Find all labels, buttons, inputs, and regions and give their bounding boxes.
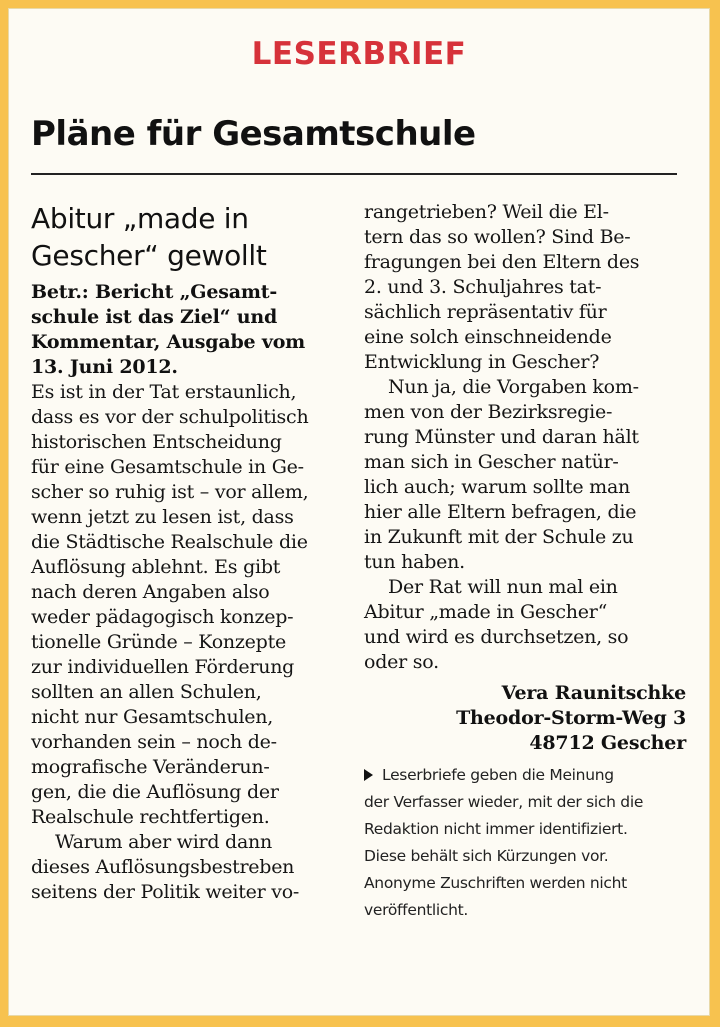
- reference-line: Kommentar, Ausgabe vom: [31, 331, 306, 353]
- text-line: mografische Veränderun-: [31, 756, 270, 778]
- text-line: oder so.: [364, 651, 439, 673]
- text-line: die Städtische Realschule die: [31, 531, 308, 553]
- text-line: sollten an allen Schulen,: [31, 681, 262, 703]
- headline-divider: [31, 173, 677, 175]
- text-line: Es ist in der Tat erstaunlich,: [31, 381, 297, 403]
- text-line: nach deren Angaben also: [31, 581, 270, 603]
- author-name: Vera Raunitschke: [501, 682, 686, 704]
- disclaimer-line: Diese behält sich Kürzungen vor.: [364, 847, 609, 865]
- subheadline-line: Gescher“ gewollt: [31, 239, 267, 272]
- article-headline: Pläne für Gesamtschule: [31, 114, 476, 154]
- disclaimer-line: Anonyme Zuschriften werden nicht: [364, 874, 627, 892]
- text-line: historischen Entscheidung: [31, 431, 282, 453]
- author-street: Theodor-Storm-Weg 3: [456, 707, 686, 729]
- author-city: 48712 Gescher: [529, 732, 686, 754]
- reference-line: schule ist das Ziel“ und: [31, 306, 278, 328]
- article-subheadline: [31, 200, 349, 274]
- disclaimer-line: der Verfasser wieder, mit der sich die: [364, 793, 644, 811]
- text-line: hier alle Eltern befragen, die: [364, 501, 637, 523]
- text-line: eine solch einschneidende: [364, 326, 612, 348]
- disclaimer-text: Leserbriefe geben die Meinung: [382, 766, 614, 784]
- text-line: man sich in Gescher natür-: [364, 451, 619, 473]
- text-line: vorhanden sein – noch de-: [31, 731, 277, 753]
- text-line: nicht nur Gesamtschulen,: [31, 706, 274, 728]
- triangle-right-icon: [364, 769, 373, 781]
- section-kicker: LESERBRIEF: [251, 36, 467, 72]
- paragraph-3: [364, 375, 686, 575]
- text-line: wenn jetzt zu lesen ist, dass: [31, 506, 294, 528]
- text-line: rangetrieben? Weil die El-: [364, 201, 609, 223]
- text-line: und wird es durchsetzen, so: [364, 626, 629, 648]
- reference-line: Betr.: Bericht „Gesamt-: [31, 281, 277, 303]
- disclaimer-line: Redaktion nicht immer identifiziert.: [364, 820, 628, 838]
- paragraph-2-continued: [364, 200, 686, 375]
- disclaimer-line: [364, 762, 686, 789]
- paragraph-4: [364, 575, 686, 675]
- text-line: Abitur „made in Gescher“: [364, 601, 608, 623]
- text-line: Realschule rechtfertigen.: [31, 806, 270, 828]
- editorial-disclaimer: [364, 762, 686, 924]
- letter-reference: [31, 280, 349, 380]
- text-line: Warum aber wird dann: [55, 831, 273, 853]
- text-line: Auflösung ablehnt. Es gibt: [31, 556, 281, 578]
- reference-line: 13. Juni 2012.: [31, 356, 178, 378]
- article-column-left: [31, 200, 349, 905]
- text-line: dieses Auflösungsbestreben: [31, 856, 295, 878]
- text-line: rung Münster und daran hält: [364, 426, 639, 448]
- text-line: dass es vor der schulpolitisch: [31, 406, 309, 428]
- newspaper-clipping: [8, 8, 710, 1016]
- text-line: tern das so wollen? Sind Be-: [364, 226, 631, 248]
- text-line: scher so ruhig ist – vor allem,: [31, 481, 309, 503]
- text-line: sächlich repräsentativ für: [364, 301, 607, 323]
- disclaimer-line: veröffentlicht.: [364, 901, 469, 919]
- text-line: lich auch; warum sollte man: [364, 476, 631, 498]
- text-line: in Zukunft mit der Schule zu: [364, 526, 634, 548]
- text-line: Der Rat will nun mal ein: [388, 576, 618, 598]
- text-line: 2. und 3. Schuljahres tat-: [364, 276, 602, 298]
- text-line: Nun ja, die Vorgaben kom-: [388, 376, 639, 398]
- text-line: weder pädagogisch konzep-: [31, 606, 294, 628]
- article-column-right: [364, 200, 686, 924]
- text-line: seitens der Politik weiter vo-: [31, 881, 300, 903]
- text-line: zur individuellen Förderung: [31, 656, 295, 678]
- text-line: tun haben.: [364, 551, 465, 573]
- author-signature: [364, 681, 686, 756]
- text-line: für eine Gesamtschule in Ge-: [31, 456, 304, 478]
- subheadline-line: Abitur „made in: [31, 202, 249, 235]
- text-line: men von der Bezirksregie-: [364, 401, 613, 423]
- paragraph-1: [31, 380, 349, 830]
- text-line: gen, die die Auflösung der: [31, 781, 279, 803]
- text-line: Entwicklung in Gescher?: [364, 351, 600, 373]
- paragraph-2-start: [31, 830, 349, 905]
- text-line: fragungen bei den Eltern des: [364, 251, 640, 273]
- text-line: tionelle Gründe – Konzepte: [31, 631, 286, 653]
